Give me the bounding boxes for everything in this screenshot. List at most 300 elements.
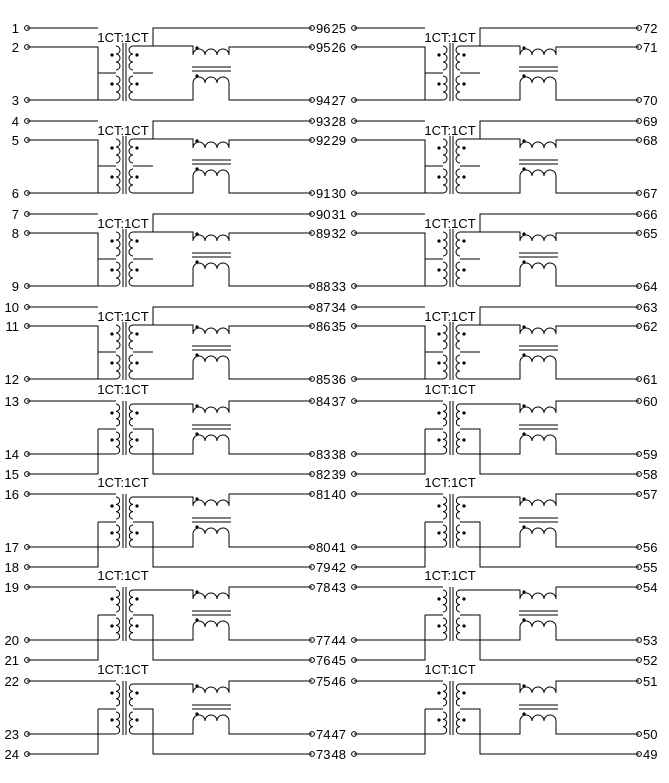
polarity-dot	[462, 438, 465, 441]
wire	[460, 615, 639, 660]
transformer-channel	[12, 207, 331, 294]
wire	[133, 404, 193, 413]
wire	[229, 83, 312, 100]
polarity-dot	[462, 597, 465, 600]
winding-coil	[456, 712, 460, 734]
pin-number-left: 17	[4, 540, 19, 555]
polarity-dot	[110, 175, 113, 178]
polarity-dot	[135, 624, 138, 627]
winding-coil	[129, 590, 133, 612]
polarity-dot	[437, 53, 440, 56]
transformer-channel	[5, 300, 331, 387]
pin-number-left: 39	[331, 467, 346, 482]
ratio-label: 1CT:1CT	[97, 30, 149, 45]
polarity-dot	[437, 718, 440, 721]
wire	[460, 28, 639, 46]
winding-coil	[129, 139, 133, 163]
polarity-dot	[110, 239, 113, 242]
polarity-dot	[110, 597, 113, 600]
ratio-label: 1CT:1CT	[97, 475, 149, 490]
pin-number-right: 55	[643, 560, 658, 575]
ratio-label: 1CT:1CT	[424, 30, 476, 45]
wire	[460, 404, 520, 413]
wire	[556, 326, 639, 334]
polarity-dot	[110, 82, 113, 85]
pin-number-left: 8	[11, 226, 19, 241]
polarity-dot	[522, 404, 525, 407]
wire	[229, 176, 312, 193]
wire	[556, 362, 639, 379]
polarity-dot	[110, 146, 113, 149]
transformer-channel	[5, 662, 331, 762]
wire	[153, 232, 193, 241]
pin-number-left: 42	[331, 560, 346, 575]
wire	[460, 721, 520, 734]
polarity-dot	[437, 332, 440, 335]
polarity-dot	[522, 46, 525, 49]
pin-number-left: 38	[331, 447, 346, 462]
pin-number-left: 43	[331, 580, 346, 595]
wire	[460, 83, 520, 100]
wire	[133, 709, 312, 754]
wire	[229, 140, 312, 148]
ratio-label: 1CT:1CT	[424, 123, 476, 138]
wire	[556, 681, 639, 693]
winding-coil	[443, 46, 447, 70]
wire	[133, 590, 193, 599]
pin-number-left: 41	[331, 540, 346, 555]
polarity-dot	[522, 260, 525, 263]
winding-coil	[129, 76, 133, 100]
polarity-dot	[135, 718, 138, 721]
pin-number-right: 89	[316, 226, 331, 241]
winding-coil	[129, 618, 133, 640]
wire	[229, 721, 312, 734]
ratio-label: 1CT:1CT	[424, 216, 476, 231]
wire	[133, 721, 193, 734]
winding-coil	[443, 684, 447, 706]
polarity-dot	[462, 531, 465, 534]
polarity-dot	[437, 361, 440, 364]
pin-number-left: 14	[4, 447, 19, 462]
ratio-label: 1CT:1CT	[97, 309, 149, 324]
wire	[460, 269, 520, 286]
pin-number-right: 70	[643, 93, 658, 108]
pin-number-right: 96	[316, 21, 331, 36]
choke-coil	[193, 593, 229, 599]
polarity-dot	[135, 531, 138, 534]
pin-number-right: 57	[643, 487, 658, 502]
wire	[133, 615, 312, 660]
choke-coil	[520, 77, 556, 83]
choke-coil	[193, 407, 229, 413]
winding-coil	[443, 169, 447, 193]
wire	[133, 176, 193, 193]
ratio-label: 1CT:1CT	[97, 382, 149, 397]
choke-coil	[193, 500, 229, 506]
transformer-channel	[12, 114, 331, 201]
wire	[354, 640, 425, 660]
wire	[460, 627, 520, 640]
winding-coil	[443, 404, 447, 426]
wire	[229, 627, 312, 640]
winding-coil	[456, 684, 460, 706]
choke-coil	[193, 263, 229, 269]
polarity-dot	[195, 353, 198, 356]
transformer-channel	[332, 21, 658, 108]
pin-number-left: 27	[331, 93, 346, 108]
pin-number-left: 31	[331, 207, 346, 222]
ratio-label: 1CT:1CT	[424, 568, 476, 583]
ratio-label: 1CT:1CT	[424, 475, 476, 490]
polarity-dot	[195, 167, 198, 170]
transformer-channel	[5, 475, 331, 575]
winding-coil	[443, 432, 447, 454]
winding-coil	[116, 139, 120, 163]
choke-coil	[520, 621, 556, 627]
winding-coil	[129, 404, 133, 426]
polarity-dot	[522, 684, 525, 687]
choke-coil	[520, 49, 556, 55]
wire	[133, 441, 193, 454]
choke-coil	[520, 142, 556, 148]
winding-coil	[443, 618, 447, 640]
wire	[133, 362, 193, 379]
wire	[229, 494, 312, 506]
wire	[27, 454, 98, 474]
polarity-dot	[135, 82, 138, 85]
polarity-dot	[195, 618, 198, 621]
winding-coil	[116, 46, 120, 70]
winding-coil	[129, 169, 133, 193]
winding-coil	[456, 590, 460, 612]
polarity-dot	[195, 432, 198, 435]
polarity-dot	[135, 597, 138, 600]
pin-number-right: 64	[643, 279, 658, 294]
wire	[229, 587, 312, 599]
winding-coil	[116, 169, 120, 193]
polarity-dot	[522, 232, 525, 235]
pin-number-right: 59	[643, 447, 658, 462]
pin-number-right: 56	[643, 540, 658, 555]
pin-number-right: 54	[643, 580, 658, 595]
polarity-dot	[437, 268, 440, 271]
polarity-dot	[462, 53, 465, 56]
choke-coil	[193, 49, 229, 55]
choke-coil	[193, 687, 229, 693]
pin-number-right: 62	[643, 319, 658, 334]
pin-number-left: 34	[331, 300, 346, 315]
polarity-dot	[437, 239, 440, 242]
polarity-dot	[522, 432, 525, 435]
winding-coil	[456, 262, 460, 286]
winding-coil	[443, 525, 447, 547]
wire	[460, 214, 639, 232]
pin-number-right: 73	[316, 747, 331, 762]
wire	[229, 233, 312, 241]
winding-coil	[456, 325, 460, 349]
wire	[556, 140, 639, 148]
wire	[133, 121, 312, 139]
wire	[556, 83, 639, 100]
pin-number-left: 26	[331, 40, 346, 55]
wire	[460, 121, 639, 139]
winding-coil	[443, 139, 447, 163]
polarity-dot	[462, 504, 465, 507]
pin-number-right: 83	[316, 447, 331, 462]
wire	[556, 494, 639, 506]
pin-number-right: 49	[643, 747, 658, 762]
pin-number-right: 50	[643, 727, 658, 742]
wire	[460, 362, 520, 379]
choke-coil	[520, 593, 556, 599]
wire	[133, 684, 193, 693]
pin-number-left: 3	[11, 93, 19, 108]
winding-coil	[129, 325, 133, 349]
winding-coil	[116, 684, 120, 706]
choke-coil	[193, 235, 229, 241]
pin-number-left: 23	[4, 727, 19, 742]
transformer-channel	[332, 382, 658, 482]
pin-number-left: 25	[331, 21, 346, 36]
winding-coil	[129, 525, 133, 547]
pin-number-left: 24	[4, 747, 19, 762]
wire	[556, 47, 639, 55]
choke-coil	[193, 142, 229, 148]
winding-coil	[116, 76, 120, 100]
choke-coil	[520, 528, 556, 534]
wire	[460, 590, 520, 599]
choke-coil	[520, 356, 556, 362]
pin-number-left: 22	[4, 674, 19, 689]
wire	[133, 429, 312, 474]
polarity-dot	[462, 82, 465, 85]
pin-number-left: 40	[331, 487, 346, 502]
pin-number-left: 15	[4, 467, 19, 482]
pin-number-left: 20	[4, 633, 19, 648]
pin-number-right: 53	[643, 633, 658, 648]
winding-coil	[129, 355, 133, 379]
pin-number-left: 11	[5, 319, 19, 334]
pin-number-right: 93	[316, 114, 331, 129]
winding-coil	[456, 232, 460, 256]
polarity-dot	[522, 525, 525, 528]
wire	[229, 401, 312, 413]
pin-number-right: 74	[316, 727, 331, 742]
wire	[133, 83, 193, 100]
polarity-dot	[522, 167, 525, 170]
choke-coil	[193, 621, 229, 627]
winding-coil	[456, 355, 460, 379]
transformer-channel	[5, 382, 331, 482]
pin-number-left: 28	[331, 114, 346, 129]
winding-coil	[443, 262, 447, 286]
polarity-dot	[462, 718, 465, 721]
transformer-channel	[12, 21, 331, 108]
choke-coil	[193, 528, 229, 534]
wire	[354, 454, 425, 474]
wire	[229, 441, 312, 454]
polarity-dot	[110, 624, 113, 627]
pin-number-left: 47	[331, 727, 346, 742]
choke-coil	[193, 435, 229, 441]
polarity-dot	[437, 504, 440, 507]
polarity-dot	[135, 411, 138, 414]
pin-number-right: 72	[643, 21, 658, 36]
pin-number-right: 84	[316, 394, 331, 409]
winding-coil	[116, 355, 120, 379]
wire	[229, 326, 312, 334]
pin-number-right: 51	[643, 674, 658, 689]
wire	[480, 139, 520, 148]
choke-coil	[520, 407, 556, 413]
ratio-label: 1CT:1CT	[97, 123, 149, 138]
polarity-dot	[135, 691, 138, 694]
polarity-dot	[110, 504, 113, 507]
transformer-channel	[332, 207, 658, 294]
pin-number-right: 78	[316, 580, 331, 595]
winding-coil	[456, 497, 460, 519]
pin-number-right: 94	[316, 93, 331, 108]
wire	[556, 587, 639, 599]
winding-coil	[456, 169, 460, 193]
pin-number-right: 87	[316, 300, 331, 315]
winding-coil	[116, 497, 120, 519]
pin-number-right: 79	[316, 560, 331, 575]
polarity-dot	[522, 497, 525, 500]
polarity-dot	[437, 624, 440, 627]
polarity-dot	[462, 268, 465, 271]
wire	[556, 176, 639, 193]
polarity-dot	[135, 438, 138, 441]
wire	[229, 681, 312, 693]
winding-coil	[116, 712, 120, 734]
polarity-dot	[110, 531, 113, 534]
polarity-dot	[462, 146, 465, 149]
wire	[460, 534, 520, 547]
polarity-dot	[135, 504, 138, 507]
pin-number-left: 19	[4, 580, 19, 595]
pin-number-left: 36	[331, 372, 346, 387]
polarity-dot	[135, 239, 138, 242]
transformer-channel	[332, 662, 658, 762]
wire	[27, 734, 98, 754]
polarity-dot	[195, 139, 198, 142]
wire	[354, 734, 425, 754]
winding-coil	[116, 618, 120, 640]
choke-coil	[520, 235, 556, 241]
polarity-dot	[462, 239, 465, 242]
choke-coil	[193, 77, 229, 83]
pin-number-right: 91	[316, 186, 331, 201]
pin-number-right: 75	[316, 674, 331, 689]
winding-coil	[129, 432, 133, 454]
wire	[133, 627, 193, 640]
winding-coil	[443, 76, 447, 100]
transformer-channel	[332, 475, 658, 575]
pin-number-right: 60	[643, 394, 658, 409]
polarity-dot	[135, 53, 138, 56]
pin-number-left: 16	[4, 487, 19, 502]
pin-number-left: 48	[331, 747, 346, 762]
polarity-dot	[110, 438, 113, 441]
polarity-dot	[110, 268, 113, 271]
ratio-label: 1CT:1CT	[97, 568, 149, 583]
pin-number-left: 35	[331, 319, 346, 334]
choke-coil	[520, 170, 556, 176]
pin-number-left: 21	[4, 653, 19, 668]
pin-number-right: 81	[316, 487, 331, 502]
pin-number-right: 86	[316, 319, 331, 334]
polarity-dot	[462, 624, 465, 627]
pin-number-right: 63	[643, 300, 658, 315]
pin-number-left: 29	[331, 133, 346, 148]
polarity-dot	[522, 74, 525, 77]
winding-coil	[116, 525, 120, 547]
wire	[27, 547, 98, 567]
transformer-channel	[332, 568, 658, 668]
winding-coil	[129, 46, 133, 70]
choke-coil	[520, 715, 556, 721]
polarity-dot	[522, 618, 525, 621]
wire	[556, 233, 639, 241]
pin-number-right: 85	[316, 372, 331, 387]
choke-coil	[520, 263, 556, 269]
polarity-dot	[522, 139, 525, 142]
wire	[133, 307, 312, 325]
pin-number-right: 90	[316, 207, 331, 222]
wire	[229, 269, 312, 286]
polarity-dot	[135, 361, 138, 364]
winding-coil	[129, 497, 133, 519]
ratio-label: 1CT:1CT	[97, 662, 149, 677]
pin-number-left: 32	[331, 226, 346, 241]
pin-number-right: 80	[316, 540, 331, 555]
pin-number-left: 13	[4, 394, 19, 409]
polarity-dot	[110, 411, 113, 414]
polarity-dot	[195, 232, 198, 235]
wire	[460, 709, 639, 754]
wire	[480, 232, 520, 241]
winding-coil	[443, 712, 447, 734]
wire	[460, 307, 639, 325]
polarity-dot	[195, 325, 198, 328]
winding-coil	[129, 262, 133, 286]
wire	[133, 214, 312, 232]
pin-number-left: 30	[331, 186, 346, 201]
wire	[354, 547, 425, 567]
wire	[556, 269, 639, 286]
pin-number-right: 61	[643, 372, 658, 387]
winding-coil	[116, 232, 120, 256]
polarity-dot	[437, 531, 440, 534]
ratio-label: 1CT:1CT	[424, 309, 476, 324]
polarity-dot	[437, 82, 440, 85]
polarity-dot	[110, 361, 113, 364]
pin-number-left: 33	[331, 279, 346, 294]
polarity-dot	[195, 712, 198, 715]
choke-coil	[520, 435, 556, 441]
pin-number-left: 10	[4, 300, 19, 315]
winding-coil	[116, 432, 120, 454]
polarity-dot	[110, 718, 113, 721]
pin-number-left: 18	[4, 560, 19, 575]
wire	[460, 684, 520, 693]
wire	[460, 429, 639, 474]
wire	[460, 522, 639, 567]
wire	[480, 46, 520, 55]
winding-coil	[456, 46, 460, 70]
